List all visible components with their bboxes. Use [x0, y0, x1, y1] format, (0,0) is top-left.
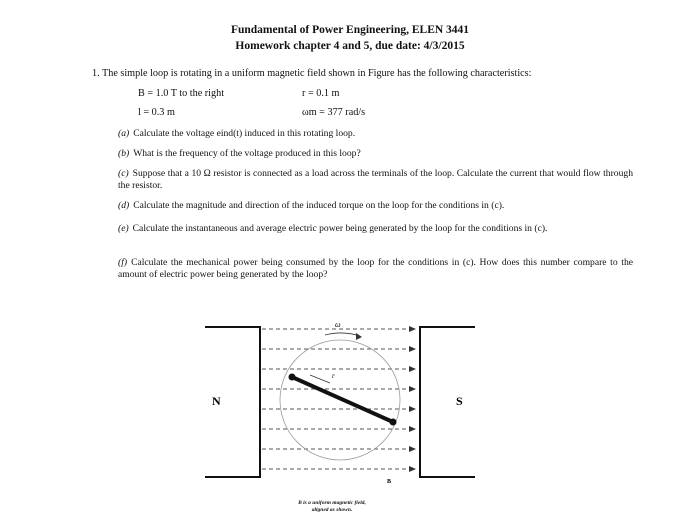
radius-indicator: [310, 375, 330, 383]
part-text: Calculate the magnitude and direction of the induced torque on the loop for the conditions in (c).: [133, 200, 505, 211]
part-b: [118, 148, 633, 160]
given-angular-speed: ωm = 377 rad/s: [302, 107, 366, 118]
conductor-end-lower: [390, 419, 397, 426]
part-text: Calculate the instantaneous and average electric power being generated by the loop for the conditions in (c).: [132, 223, 548, 234]
part-label: (b): [118, 148, 130, 159]
part-text: Calculate the voltage eind(t) induced in this rotating loop.: [133, 128, 356, 139]
south-pole-piece: [420, 327, 475, 477]
loop-conductor: [292, 377, 393, 422]
part-label: (e): [118, 223, 129, 234]
omega-label: ω: [335, 320, 341, 329]
homework-subtitle: Homework chapter 4 and 5, due date: 4/3/2015: [235, 40, 465, 52]
part-c: [118, 168, 633, 191]
given-length: l = 0.3 m: [138, 107, 175, 118]
part-label: (a): [118, 128, 130, 139]
north-label: N: [212, 394, 221, 408]
given-radius: r = 0.1 m: [302, 88, 340, 99]
conductor-end-upper: [289, 374, 296, 381]
south-label: S: [456, 394, 463, 408]
part-e: [118, 223, 633, 235]
part-d: [118, 200, 633, 212]
figure-caption: B is a uniform magnetic field, aligned as shown.: [298, 500, 366, 513]
part-label: (c): [118, 168, 129, 179]
problem-intro: 1. The simple loop is rotating in a uniform magnetic field shown in Figure has the following characteristics:: [92, 68, 532, 79]
course-title: Fundamental of Power Engineering, ELEN 3441: [230, 24, 470, 36]
rotating-loop-figure: [190, 315, 490, 515]
part-text: Suppose that a 10 Ω resistor is connected as a load across the terminals of the loop. Calculate the current that would flow through the resistor.: [118, 168, 633, 191]
given-b-field: B = 1.0 T to the right: [138, 88, 225, 99]
part-label: (f): [118, 257, 128, 268]
rotation-arrow: [325, 333, 360, 336]
part-f: [118, 257, 633, 280]
radius-label: r: [332, 372, 335, 380]
part-a: [118, 128, 633, 140]
rotation-arrowhead: [356, 333, 362, 340]
part-text: Calculate the mechanical power being consumed by the loop for the conditions in (c). How does this number compare to the amount of electric power being generated by the loop?: [118, 257, 633, 280]
part-text: What is the frequency of the voltage produced in this loop?: [133, 148, 361, 159]
b-field-label: B: [387, 479, 392, 485]
field-arrowheads: [409, 326, 416, 472]
part-label: (d): [118, 200, 130, 211]
